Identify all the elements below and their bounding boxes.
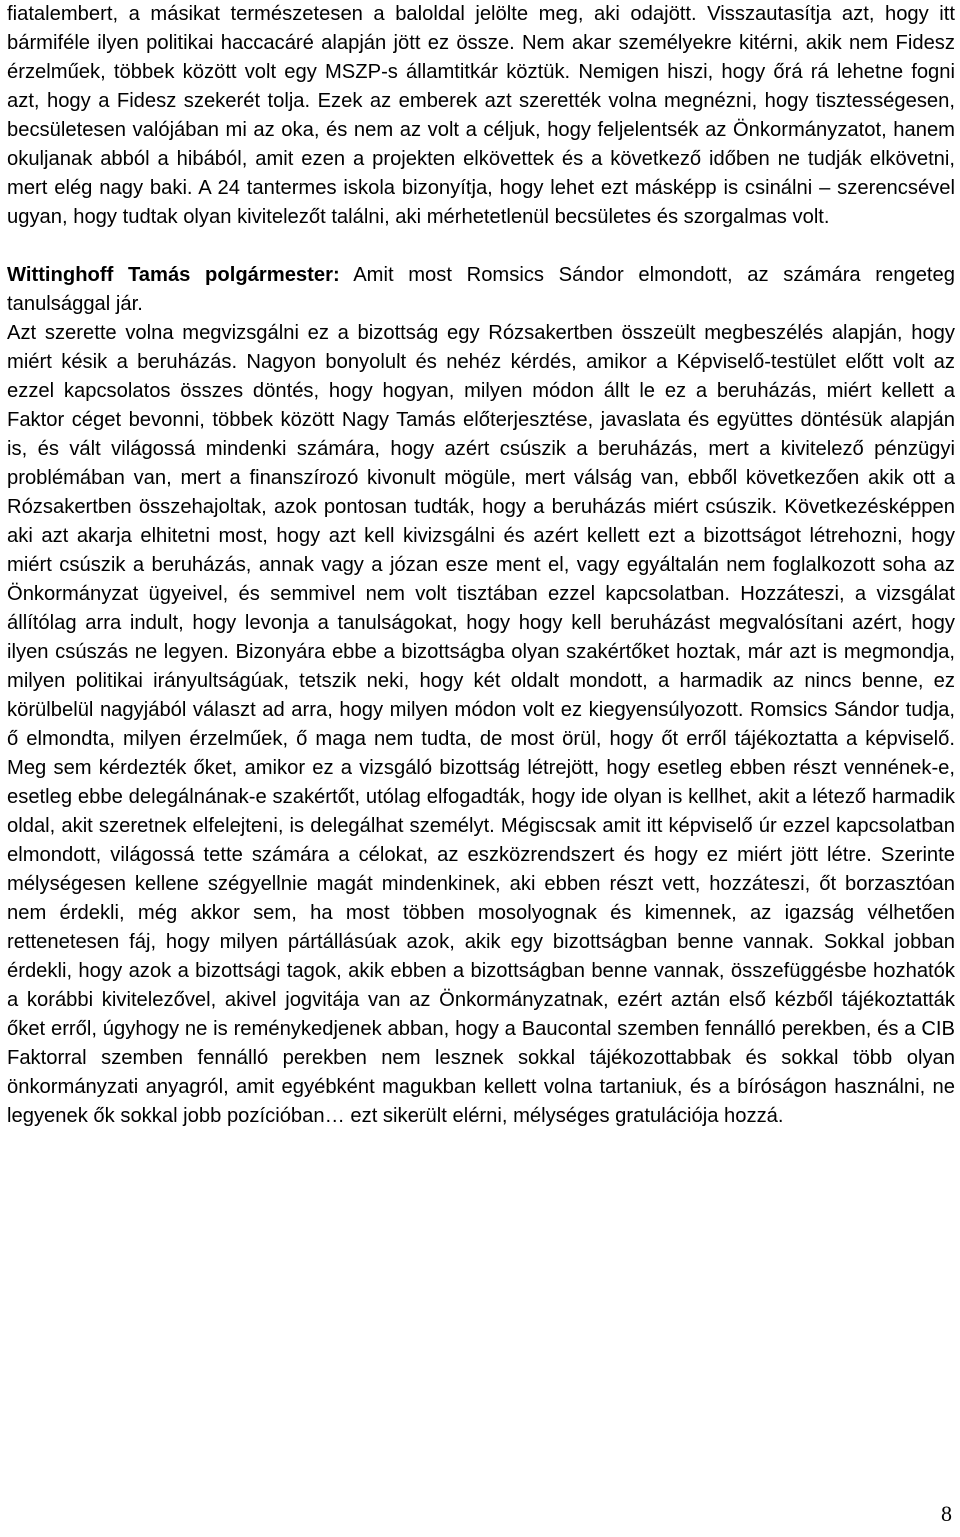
speaker-paragraph [7, 261, 955, 319]
paragraph-main: Azt szerette volna megvizsgálni ez a bizottság egy Rózsakertben összeült megbeszélés alapján, hogy miért késik a beruházás. Nagyon bonyolult és nehéz kérdés, amikor a Képviselő-testület előtt volt az ezzel kapcsolatos összes döntés, hogy hogyan, milyen módon állt le ez a beruházás, miért kellett a Faktor céget bevonni, többek között Nagy Tamás előterjesztése, javaslata és együttes döntésük alapján is, és vált világossá mindenki számára, hogy azért csúszik a beruházás, mert a kivitelező pénzügyi problémában van, mert a finanszírozó kivonult mögüle, mert válság van, ebből következően akik ott a Rózsakertben összehajoltak, azok pontosan tudták, hogy a beruházás miért csúszik. Következésképpen aki azt akarja elhitetni most, hogy azt kell kivizsgálni és azért kellett ezt a bizottságot létrehozni, hogy miért csúszik a beruházás, annak vagy a józan esze ment el, vagy egyáltalán nem foglalkozott soha az Önkormányzat ügyeivel, és semmivel nem volt tisztában ezzel kapcsolatban. Hozzáteszi, a vizsgálat állítólag arra indult, hogy levonja a tanulságokat, hogy hogy kell beruházást megvalósítani azért, hogy ilyen csúszás ne legyen. Bizonyára ebbe a bizottságba olyan szakértőket hoztak, már azt is megmondja, milyen politikai irányultságúak, tetszik neki, hogy két oldalt mondott, a harmadik az nincs benne, ez körülbelül nagyjából választ ad arra, hogy milyen módon volt ez kiegyensúlyozott. Romsics Sándor tudja, ő elmondta, milyen érzelműek, ő maga nem tudta, de most örül, hogy őt erről tájékoztatta a képviselő. Meg sem kérdezték őket, amikor ez a vizsgáló bizottság létrejött, hogy esetleg ebben részt vennének-e, esetleg ebbe delegálnának-e szakértőt, utólag elfogadták, hogy ide olyan is kellhet, akit a létező harmadik oldal, akit szeretnek elfelejteni, is delegálhat személyt. Mégiscsak amit itt képviselő úr ezzel kapcsolatban elmondott, világossá tette számára a célokat, az eszközrendszert és hogy ez miért jött létre. Szerinte mélységesen kellene szégyellnie magát mindenkinek, aki ebben részt vett, hozzáteszi, őt borzasztóan nem érdekli, még akkor sem, ha most többen mosolyognak és kimennek, az igazság vélhetően rettenetesen fáj, hogy milyen pártállásúak azok, akik egy bizottságban benne vannak. Sokkal jobban érdekli, hogy azok a bizottsági tagok, akik ebben a bizottságban benne vannak, összefüggésbe hozhatók a korábbi kivitelezővel, akivel jogvitája van az Önkormányzatnak, ezért aztán első kézből tájékoztatták őket erről, úgyhogy ne is reménykedjenek abban, hogy a Baucontal szemben fennálló perekben, és a CIB Faktorral szemben fennálló perekben nem lesznek sokkal tájékozottabbak és sokkal több olyan önkormányzati anyagról, amit egyébként magukban kellett volna tartaniuk, és a bíróságon használni, ne legyenek ők sokkal jobb pozícióban… ezt sikerült elérni, mélységes gratulációja hozzá. [7, 322, 955, 1127]
speaker-name: Wittinghoff Tamás polgármester: [7, 264, 340, 286]
page-number: 8 [941, 1501, 952, 1526]
speaker-statement: Amit most Romsics Sándor elmondott, az számára rengeteg tanulsággal jár. [7, 264, 955, 315]
paragraph-continuation: fiatalembert, a másikat természetesen a baloldal jelölte meg, aki odajött. Visszautasítja azt, hogy itt bármiféle ilyen politikai haccacáré alapján jött ez össze. Nem akar személyekre kitérni, akik nem Fidesz érzelműek, többek között volt egy MSZP-s államtitkár köztük. Nemigen hiszi, hogy őrá rá lehetne fogni azt, hogy a Fidesz szekerét tolja. Ezek az emberek azt szerették volna megnézni, hogy tisztességesen, becsületesen valójában mi az oka, és nem az volt a céljuk, hogy feljelentsék az Önkormányzatot, hanem okuljanak abból a hibából, amit ezen a projekten elkövettek és a következő időben ne tudják elkövetni, mert elég nagy baki. A 24 tantermes iskola bizonyítja, hogy lehet ezt másképp is csinálni – szerencsével ugyan, hogy tudtak olyan kivitelezőt találni, aki mérhetetlenül becsületes és szorgalmas volt. [7, 3, 955, 228]
paragraph-gap [7, 232, 955, 261]
document-body [7, 0, 955, 1131]
